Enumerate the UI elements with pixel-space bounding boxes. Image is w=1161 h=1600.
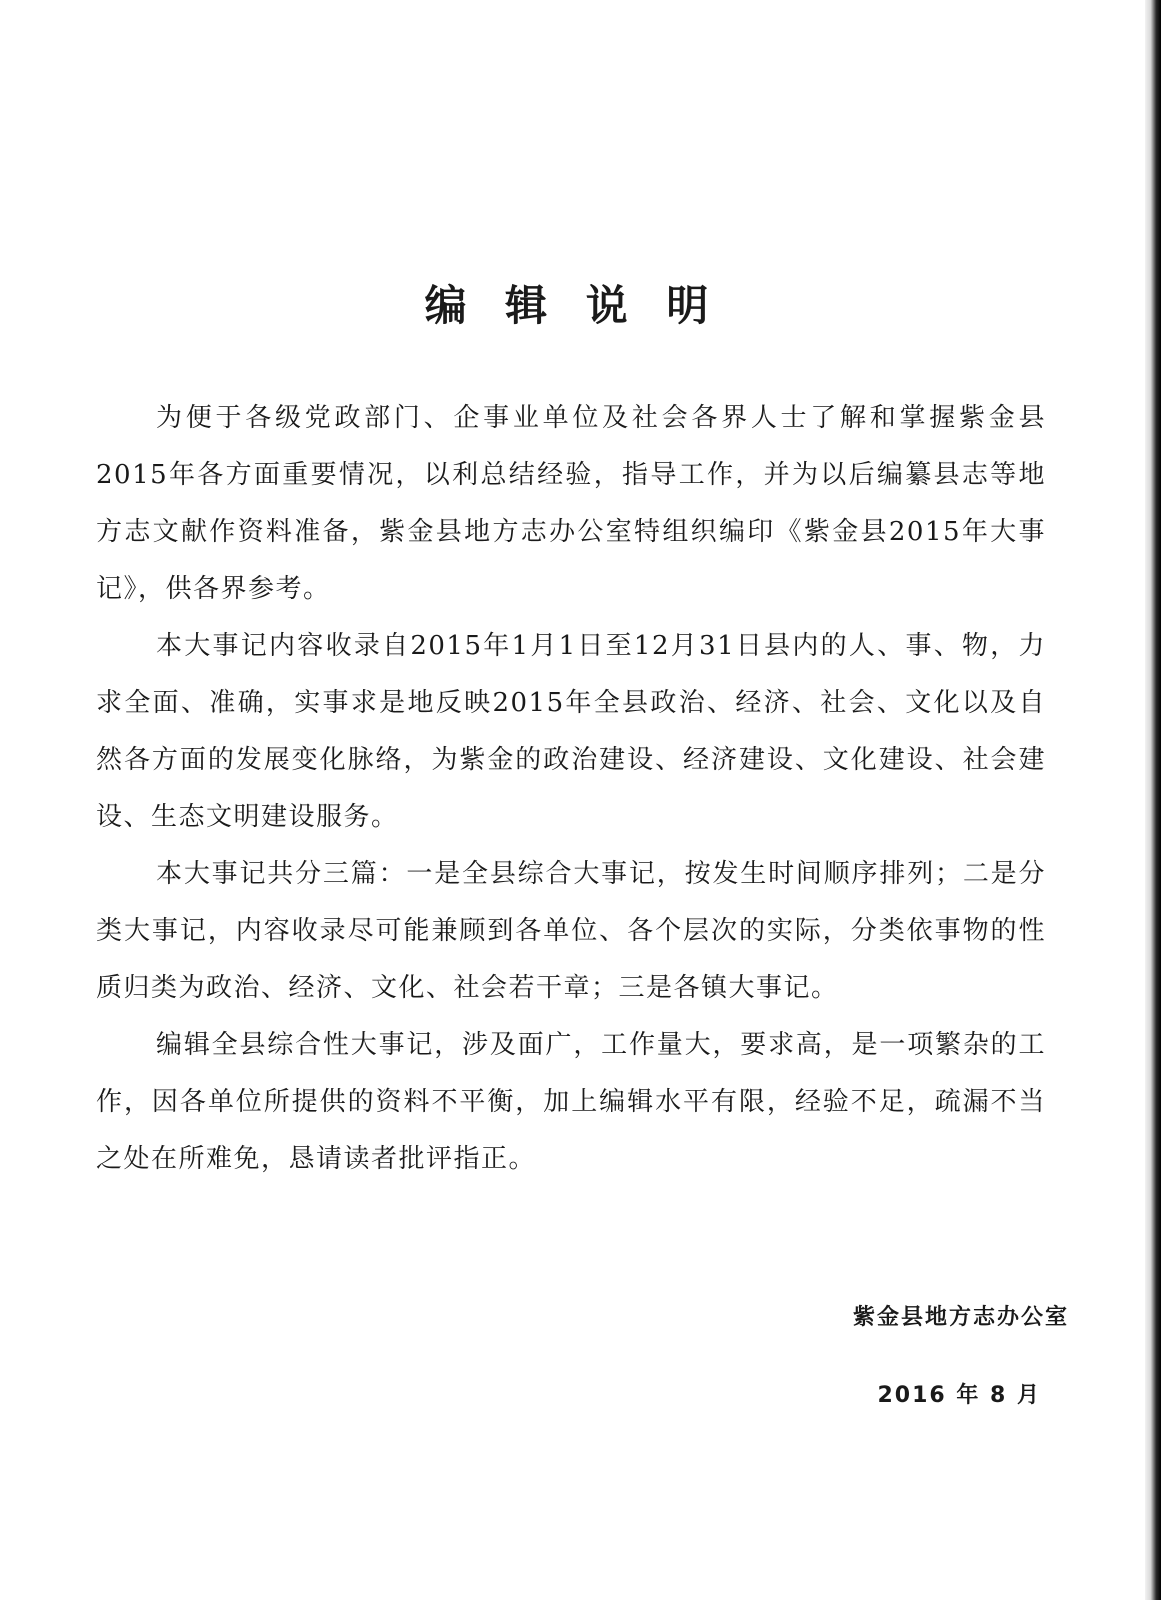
paragraph-purpose: 为便于各级党政部门、企事业单位及社会各界人士了解和掌握紫金县2015年各方面重要情况，以利总结经验，指导工作，并为以后编纂县志等地方志文献作资料准备，紫金县地方志办公室特组织编印《紫金县2015年大事记》，供各界参考。 — [96, 403, 1046, 604]
scan-edge-shadow — [1145, 0, 1161, 1600]
document-body — [96, 390, 1046, 1188]
signature-date: 2016 年 8 月 — [877, 1383, 1041, 1408]
paragraph-disclaimer: 编辑全县综合性大事记，涉及面广，工作量大，要求高，是一项繁杂的工作，因各单位所提供的资料不平衡，加上编辑水平有限，经验不足，疏漏不当之处在所难免，恳请读者批评指正。 — [96, 1030, 1046, 1174]
paragraph-structure: 本大事记共分三篇：一是全县综合大事记，按发生时间顺序排列；二是分类大事记，内容收录尽可能兼顾到各单位、各个层次的实际，分类依事物的性质归类为政治、经济、文化、社会若干章；三是各镇大事记。 — [96, 859, 1046, 1003]
paragraph-scope: 本大事记内容收录自2015年1月1日至12月31日县内的人、事、物，力求全面、准确，实事求是地反映2015年全县政治、经济、社会、文化以及自然各方面的发展变化脉络，为紫金的政治建设、经济建设、文化建设、社会建设、生态文明建设服务。 — [96, 631, 1046, 832]
signature-organization: 紫金县地方志办公室 — [852, 1305, 1069, 1330]
document-title: 编 辑 说 明 — [424, 281, 721, 330]
